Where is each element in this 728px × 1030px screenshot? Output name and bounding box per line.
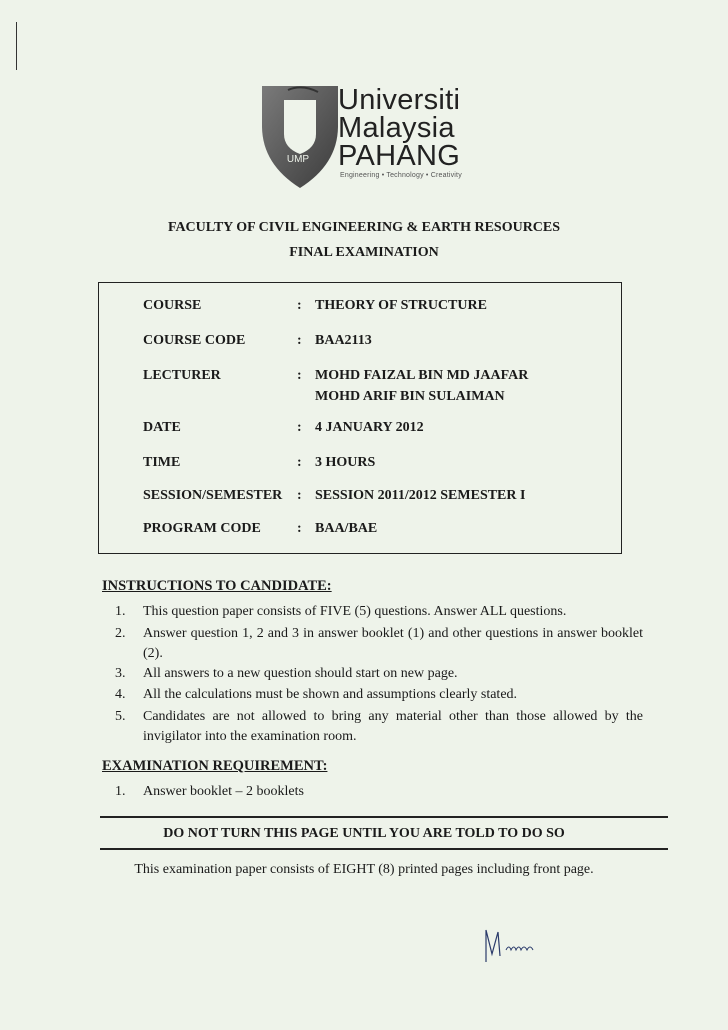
page-count-note: This examination paper consists of EIGHT (8) printed pages including front page.	[134, 862, 594, 877]
requirement-text: Answer booklet – 2 booklets	[143, 784, 304, 799]
info-colon: :	[297, 298, 302, 313]
info-label: COURSE CODE	[143, 333, 246, 348]
instruction-number: 3.	[115, 666, 126, 681]
faculty-title: FACULTY OF CIVIL ENGINEERING & EARTH RESOURCES	[167, 220, 561, 235]
info-value: 4 JANUARY 2012	[315, 420, 424, 435]
info-colon: :	[297, 368, 302, 383]
warning-notice: DO NOT TURN THIS PAGE UNTIL YOU ARE TOLD TO DO SO	[163, 826, 565, 841]
university-name-line1: Universiti	[338, 84, 461, 116]
info-value: BAA2113	[315, 333, 372, 348]
handwritten-signature	[478, 918, 558, 968]
course-info-box	[98, 282, 622, 554]
instruction-number: 5.	[115, 709, 126, 724]
university-name-line3: PAHANG	[338, 140, 461, 172]
divider-top	[100, 816, 668, 818]
info-label: COURSE	[143, 298, 202, 313]
info-value: THEORY OF STRUCTURE	[315, 298, 487, 313]
info-colon: :	[297, 333, 302, 348]
instruction-text: Candidates are not allowed to bring any material other than those allowed by the invigilator into the examination room.	[143, 709, 643, 744]
info-label: TIME	[143, 455, 181, 470]
exam-type: FINAL EXAMINATION	[289, 245, 439, 260]
info-colon: :	[297, 521, 302, 536]
scan-margin-mark	[16, 22, 17, 70]
info-value-second-line: MOHD ARIF BIN SULAIMAN	[315, 389, 505, 404]
info-label: LECTURER	[143, 368, 221, 383]
info-label: PROGRAM CODE	[143, 521, 261, 536]
requirement-number: 1.	[115, 784, 126, 799]
info-colon: :	[297, 455, 302, 470]
info-colon: :	[297, 420, 302, 435]
info-label: DATE	[143, 420, 181, 435]
instruction-text: This question paper consists of FIVE (5) questions. Answer ALL questions.	[143, 604, 567, 619]
info-colon: :	[297, 488, 302, 503]
instruction-text: Answer question 1, 2 and 3 in answer booklet (1) and other questions in answer booklet (2).	[143, 626, 643, 661]
info-value: MOHD FAIZAL BIN MD JAAFAR	[315, 368, 529, 383]
instructions-heading: INSTRUCTIONS TO CANDIDATE:	[102, 578, 332, 594]
instruction-text: All the calculations must be shown and assumptions clearly stated.	[143, 687, 518, 702]
instruction-number: 4.	[115, 687, 126, 702]
info-value: 3 HOURS	[315, 455, 376, 470]
instruction-number: 1.	[115, 604, 126, 619]
instruction-text: All answers to a new question should start on new page.	[143, 666, 458, 681]
info-label: SESSION/SEMESTER	[143, 488, 283, 503]
info-value: BAA/BAE	[315, 521, 378, 536]
university-tagline: Engineering • Technology • Creativity	[340, 172, 462, 179]
requirement-heading: EXAMINATION REQUIREMENT:	[102, 758, 328, 774]
university-logo	[258, 82, 342, 192]
info-value: SESSION 2011/2012 SEMESTER I	[315, 488, 526, 503]
university-name-line2: Malaysia	[338, 112, 455, 144]
divider-bottom	[100, 848, 668, 850]
university-name	[338, 86, 460, 170]
instruction-number: 2.	[115, 626, 126, 641]
logo-label: UMP	[286, 154, 310, 165]
